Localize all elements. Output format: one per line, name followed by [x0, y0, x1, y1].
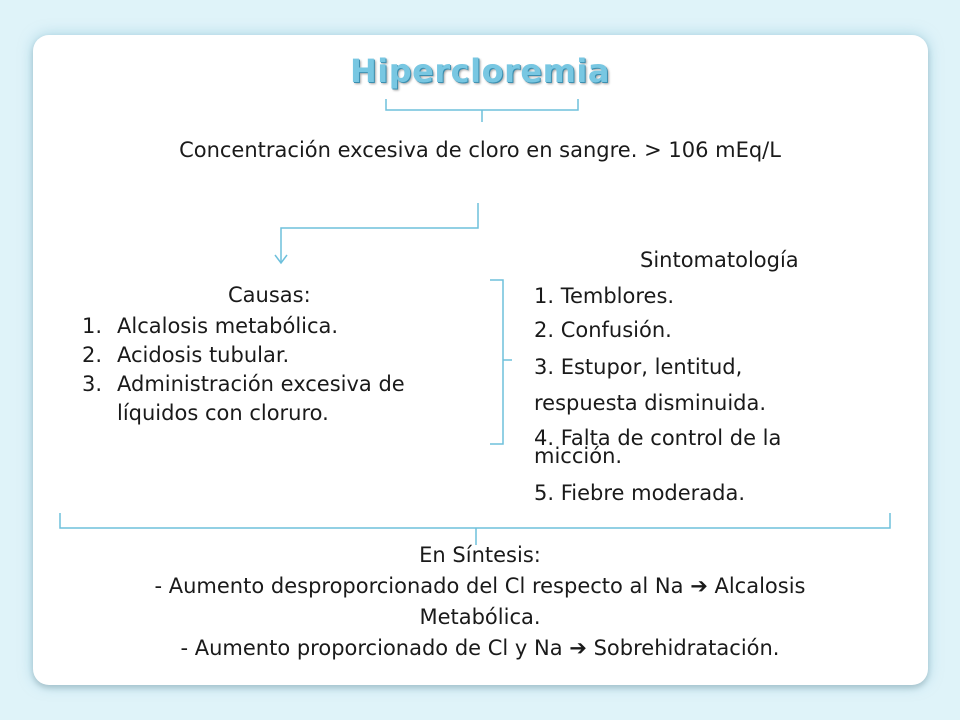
symptoms-heading: Sintomatología: [640, 248, 799, 272]
cause-text: Acidosis tubular.: [117, 343, 290, 367]
cause-item: [82, 341, 492, 370]
symptom-line: 4. Falta de control de la: [534, 426, 782, 450]
cause-item: [82, 312, 492, 341]
synthesis-heading: En Síntesis:: [419, 543, 541, 567]
symptom-line: 3. Estupor, lentitud,: [534, 355, 743, 379]
arrow-icon: ➔: [690, 574, 708, 598]
cause-text: Alcalosis metabólica.: [117, 314, 339, 338]
causes-heading: Causas:: [228, 283, 311, 307]
cause-text: Administración excesiva de líquidos con cloruro.: [117, 372, 405, 425]
synthesis-line-2: - Aumento proporcionado de Cl y Na ➔ Sobrehidratación.: [180, 636, 780, 660]
synthesis-line-1: - Aumento desproporcionado del Cl respecto al Na ➔ Alcalosis: [154, 574, 806, 598]
synthesis-line-1-cont: Metabólica.: [419, 605, 541, 629]
arrow-icon: ➔: [569, 636, 587, 660]
elbow-arrow: [281, 203, 478, 262]
symptom-line: micción.: [534, 444, 623, 468]
middle-brace: [490, 280, 512, 444]
symptom-line: 1. Temblores.: [534, 284, 675, 308]
symptom-line: respuesta disminuida.: [534, 391, 767, 415]
causes-list: [82, 312, 492, 428]
synthesis-block: [0, 540, 960, 664]
slide-title: Hipercloremia: [350, 52, 610, 90]
cause-number: 3.: [82, 372, 103, 396]
symptom-line: 2. Confusión.: [534, 318, 672, 342]
cause-number: 2.: [82, 343, 103, 367]
symptom-line: 5. Fiebre moderada.: [534, 481, 746, 505]
cause-item: [82, 370, 492, 428]
title-bracket: [386, 99, 578, 122]
cause-number: 1.: [82, 314, 103, 338]
definition-text: Concentración excesiva de cloro en sangre. > 106 mEq/L: [179, 138, 781, 162]
